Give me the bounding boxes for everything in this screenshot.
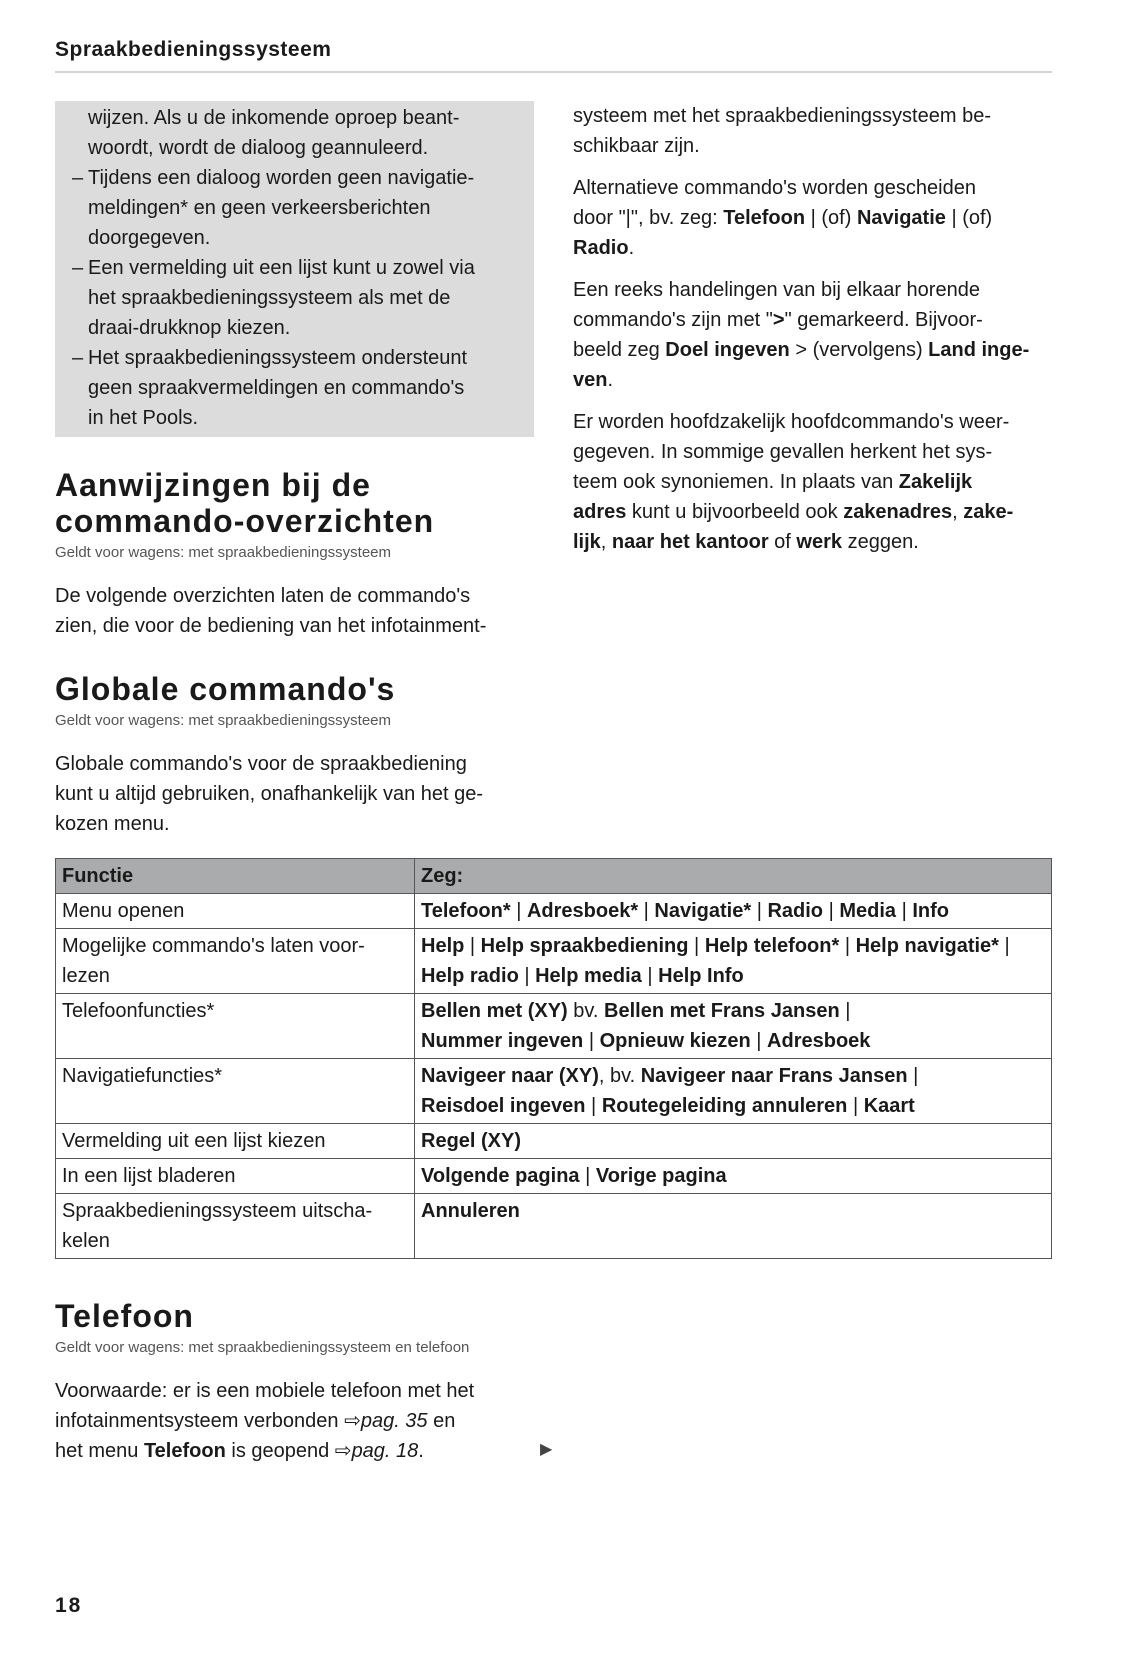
text-line: Navigatiefuncties* (62, 1065, 223, 1087)
text-segment: Voorwaarde: er is een mobiele telefoon met het (55, 1380, 475, 1402)
text-segment: commando's zijn met " (573, 309, 773, 331)
bold-text: Help (421, 935, 465, 957)
note-line (55, 253, 534, 283)
bold-text: Annuleren (421, 1200, 520, 1222)
bold-text: Telefoon (143, 1440, 226, 1462)
paragraph (573, 173, 1053, 263)
text-line (421, 931, 1045, 961)
bold-text: zake- (963, 501, 1014, 523)
bold-text: Help Info (658, 965, 744, 987)
text-line: Mogelijke commando's laten voor- (62, 935, 365, 957)
text-line (88, 313, 534, 343)
cell-functie (56, 894, 415, 929)
text-segment: " gemarkeerd. Bijvoor- (784, 309, 983, 331)
cell-zeg (415, 1194, 1052, 1259)
text-segment: | (907, 1065, 919, 1087)
bold-text: Nummer ingeven (421, 1030, 584, 1052)
bold-text: Help navigatie* (855, 935, 999, 957)
table-row (56, 994, 1052, 1059)
note-line (55, 193, 534, 223)
text-line (55, 749, 535, 779)
text-segment: Alternatieve commando's worden gescheiden (573, 177, 976, 199)
text-line (421, 1061, 1045, 1091)
cell-functie (56, 1124, 415, 1159)
text-segment: > (vervolgens) (789, 339, 929, 361)
paragraph (573, 101, 1053, 161)
bold-text: Navigeer naar Frans Jansen (640, 1065, 908, 1087)
dash-bullet: – (72, 257, 84, 279)
text-segment: . (628, 237, 635, 259)
text-line (573, 407, 1053, 437)
intro-paragraph (55, 749, 535, 839)
text-segment: pag. 18 (351, 1440, 419, 1462)
text-segment: | (of) (945, 207, 993, 229)
cell-zeg (415, 1159, 1052, 1194)
bold-text: Telefoon (723, 207, 806, 229)
cell-zeg (415, 929, 1052, 994)
applies-to: Geldt voor wagens: met spraakbedieningssysteem (55, 544, 392, 561)
table-row (56, 1124, 1052, 1159)
bold-text: Radio (767, 900, 824, 922)
bold-text: Media (839, 900, 897, 922)
text-segment: pag. 35 (360, 1410, 428, 1432)
intro-paragraph (55, 1376, 535, 1466)
text-line (573, 467, 1053, 497)
table-row (56, 929, 1052, 994)
text-segment: | (998, 935, 1010, 957)
bold-text: Reisdoel ingeven (421, 1095, 586, 1117)
text-segment: draai-drukknop kiezen. (88, 317, 291, 339)
title-line: commando-overzichten (55, 503, 435, 539)
text-segment: infotainmentsysteem verbonden (55, 1410, 345, 1432)
text-segment: Tijdens een dialoog worden geen navigatie- (88, 167, 475, 189)
text-line: Spraakbedieningssysteem uitscha- (62, 1200, 373, 1222)
bold-text: Opnieuw kiezen (599, 1030, 751, 1052)
section-globaal (55, 671, 535, 839)
text-segment: het spraakbedieningssysteem als met de (88, 287, 451, 309)
title-line: Aanwijzingen bij de (55, 467, 371, 503)
text-segment: en (427, 1410, 456, 1432)
text-line (573, 497, 1053, 527)
bold-text: lijk (573, 531, 601, 553)
note-line (55, 283, 534, 313)
text-segment: kozen menu. (55, 813, 170, 835)
text-segment: | (750, 1030, 768, 1052)
bold-text: Help telefoon* (704, 935, 840, 957)
text-segment: | (510, 900, 527, 922)
text-segment: , (952, 501, 964, 523)
applies-to: Geldt voor wagens: met spraakbedieningssysteem en telefoon (55, 1339, 470, 1356)
bold-text: Volgende pagina (421, 1165, 580, 1187)
text-line (573, 305, 1053, 335)
text-segment: systeem met het spraakbedieningssysteem be- (573, 105, 991, 127)
text-segment: of (768, 531, 797, 553)
bold-text: Adresboek (767, 1030, 871, 1052)
bold-text: Navigeer naar (XY) (421, 1065, 599, 1087)
text-segment: doorgegeven. (88, 227, 211, 249)
text-line (88, 253, 534, 283)
section-title (55, 467, 535, 539)
table-row (56, 1194, 1052, 1259)
text-segment: . (607, 369, 614, 391)
cell-functie (56, 1194, 415, 1259)
dash-bullet: – (72, 167, 84, 189)
text-line (573, 203, 1053, 233)
text-segment: | (464, 935, 481, 957)
text-line: kelen (62, 1230, 110, 1252)
cell-functie (56, 1159, 415, 1194)
text-line: Menu openen (62, 900, 185, 922)
text-segment: | (641, 965, 659, 987)
bold-text: Bellen met Frans Jansen (604, 1000, 840, 1022)
bold-text: naar het kantoor (611, 531, 769, 553)
text-segment: | (585, 1095, 602, 1117)
text-line: In een lijst bladeren (62, 1165, 236, 1187)
note-line (55, 343, 534, 373)
text-segment: Een reeks handelingen van bij elkaar horende (573, 279, 980, 301)
text-segment: | (518, 965, 536, 987)
text-segment: meldingen* en geen verkeersberichten (88, 197, 431, 219)
text-line (88, 373, 534, 403)
bold-text: werk (796, 531, 843, 553)
text-line (55, 1436, 535, 1466)
commands-table (55, 858, 1052, 1259)
bold-text: Help spraakbediening (480, 935, 689, 957)
text-line (88, 193, 534, 223)
text-segment: | (823, 900, 840, 922)
text-line (573, 365, 1053, 395)
bold-text: Help radio (421, 965, 519, 987)
text-line (573, 233, 1053, 263)
header-divider (55, 71, 1052, 73)
column-header-zeg: Zeg: (415, 859, 1052, 894)
text-line (573, 437, 1053, 467)
text-segment: door "|", bv. zeg: (573, 207, 724, 229)
text-segment: . (418, 1440, 424, 1462)
text-segment: | (847, 1095, 864, 1117)
text-segment: Globale commando's voor de spraakbediening (55, 753, 467, 775)
table-row (56, 1059, 1052, 1124)
paragraph (573, 407, 1053, 557)
bold-text: zakenadres (843, 501, 953, 523)
table-row (56, 894, 1052, 929)
text-segment: zien, die voor de bediening van het infotainment- (55, 615, 487, 637)
text-line (421, 1196, 1045, 1226)
bold-text: Telefoon* (421, 900, 511, 922)
text-segment: | (583, 1030, 600, 1052)
text-line (88, 103, 534, 133)
intro-paragraph (55, 581, 535, 641)
note-line (55, 223, 534, 253)
bold-text: Kaart (863, 1095, 915, 1117)
cell-zeg (415, 894, 1052, 929)
text-segment: | (579, 1165, 596, 1187)
text-segment: | (896, 900, 913, 922)
right-column (573, 101, 1053, 569)
text-line: Telefoonfuncties* (62, 1000, 215, 1022)
note-line (55, 103, 534, 133)
text-segment: woordt, wordt de dialoog geannuleerd. (88, 137, 429, 159)
paragraph (573, 275, 1053, 395)
text-line (573, 335, 1053, 365)
text-line (88, 163, 534, 193)
text-line: Vermelding uit een lijst kiezen (62, 1130, 326, 1152)
text-line (421, 1026, 1045, 1056)
text-line (421, 961, 1045, 991)
bold-text: Routegeleiding annuleren (601, 1095, 848, 1117)
bold-text: > (772, 309, 785, 331)
bold-text: Regel (XY) (421, 1130, 522, 1152)
bold-text: Radio (573, 237, 629, 259)
text-line (55, 611, 535, 641)
text-segment: het menu (55, 1440, 144, 1462)
note-box (55, 101, 534, 437)
triangle-right-icon: ▶ (540, 1441, 553, 1458)
text-line (421, 996, 1045, 1026)
cell-zeg (415, 1059, 1052, 1124)
text-segment: in het Pools. (88, 407, 199, 429)
text-segment: is geopend (225, 1440, 335, 1462)
text-line (573, 101, 1053, 131)
text-segment: bv. (567, 1000, 605, 1022)
cell-functie (56, 1059, 415, 1124)
note-line (55, 403, 534, 433)
cell-zeg (415, 994, 1052, 1059)
cell-functie (56, 994, 415, 1059)
text-line (55, 581, 535, 611)
bold-text: Navigatie* (654, 900, 752, 922)
text-line (421, 896, 1045, 926)
bold-text: adres (573, 501, 627, 523)
text-segment: , bv. (598, 1065, 641, 1087)
text-segment: | (638, 900, 655, 922)
text-line (88, 403, 534, 433)
text-segment: wijzen. Als u de inkomende oproep beant- (88, 107, 460, 129)
section-telefoon (55, 1298, 535, 1466)
bold-text: ven (573, 369, 608, 391)
bold-text: Vorige pagina (595, 1165, 727, 1187)
text-segment: | (839, 1000, 851, 1022)
table-header-row (56, 859, 1052, 894)
table-row (56, 1159, 1052, 1194)
bold-text: Land inge- (928, 339, 1030, 361)
text-line (573, 275, 1053, 305)
section-overzichten (55, 467, 535, 641)
page-number: 18 (55, 1594, 83, 1617)
text-line (88, 283, 534, 313)
text-line (421, 1126, 1045, 1156)
text-line (55, 1376, 535, 1406)
cell-functie (56, 929, 415, 994)
text-segment: beeld zeg (573, 339, 666, 361)
text-segment: Een vermelding uit een lijst kunt u zowel via (88, 257, 475, 279)
note-line (55, 373, 534, 403)
text-segment: | (of) (805, 207, 857, 229)
text-segment: | (688, 935, 705, 957)
text-line (88, 133, 534, 163)
text-line (55, 1406, 535, 1436)
text-line: lezen (62, 965, 110, 987)
text-line (88, 223, 534, 253)
text-line (573, 131, 1053, 161)
column-header-functie: Functie (56, 859, 415, 894)
applies-to: Geldt voor wagens: met spraakbedieningssysteem (55, 712, 392, 729)
note-line (55, 133, 534, 163)
text-segment: kunt u altijd gebruiken, onafhankelijk van het ge- (55, 783, 484, 805)
text-line (421, 1091, 1045, 1121)
dash-bullet: – (72, 347, 84, 369)
note-line (55, 313, 534, 343)
text-segment: zeggen. (842, 531, 919, 553)
text-segment: Er worden hoofdzakelijk hoofdcommando's weer- (573, 411, 1010, 433)
text-line (573, 527, 1053, 557)
text-segment: teem ook synoniemen. In plaats van (573, 471, 899, 493)
text-line (55, 779, 535, 809)
text-segment: ⇨ (334, 1440, 352, 1462)
text-line (55, 809, 535, 839)
text-segment: , (600, 531, 612, 553)
running-header: Spraakbedieningssysteem (55, 38, 332, 61)
text-segment: schikbaar zijn. (573, 135, 700, 157)
text-segment: kunt u bijvoorbeeld ook (626, 501, 844, 523)
text-segment: geen spraakvermeldingen en commando's (88, 377, 465, 399)
bold-text: Bellen met (XY) (421, 1000, 568, 1022)
text-segment: Het spraakbedieningssysteem ondersteunt (88, 347, 468, 369)
bold-text: Zakelijk (898, 471, 973, 493)
text-segment: | (751, 900, 768, 922)
text-segment: ⇨ (344, 1410, 361, 1432)
bold-text: Info (912, 900, 949, 922)
text-line (88, 343, 534, 373)
bold-text: Adresboek* (526, 900, 639, 922)
text-segment: De volgende overzichten laten de commando's (55, 585, 471, 607)
bold-text: Help media (535, 965, 642, 987)
cell-zeg (415, 1124, 1052, 1159)
text-line (573, 173, 1053, 203)
note-line (55, 163, 534, 193)
section-title: Globale commando's (55, 671, 396, 707)
bold-text: Navigatie (856, 207, 946, 229)
text-segment: | (839, 935, 856, 957)
text-segment: gegeven. In sommige gevallen herkent het sys- (573, 441, 993, 463)
section-title: Telefoon (55, 1298, 194, 1334)
bold-text: Doel ingeven (665, 339, 790, 361)
text-line (421, 1161, 1045, 1191)
